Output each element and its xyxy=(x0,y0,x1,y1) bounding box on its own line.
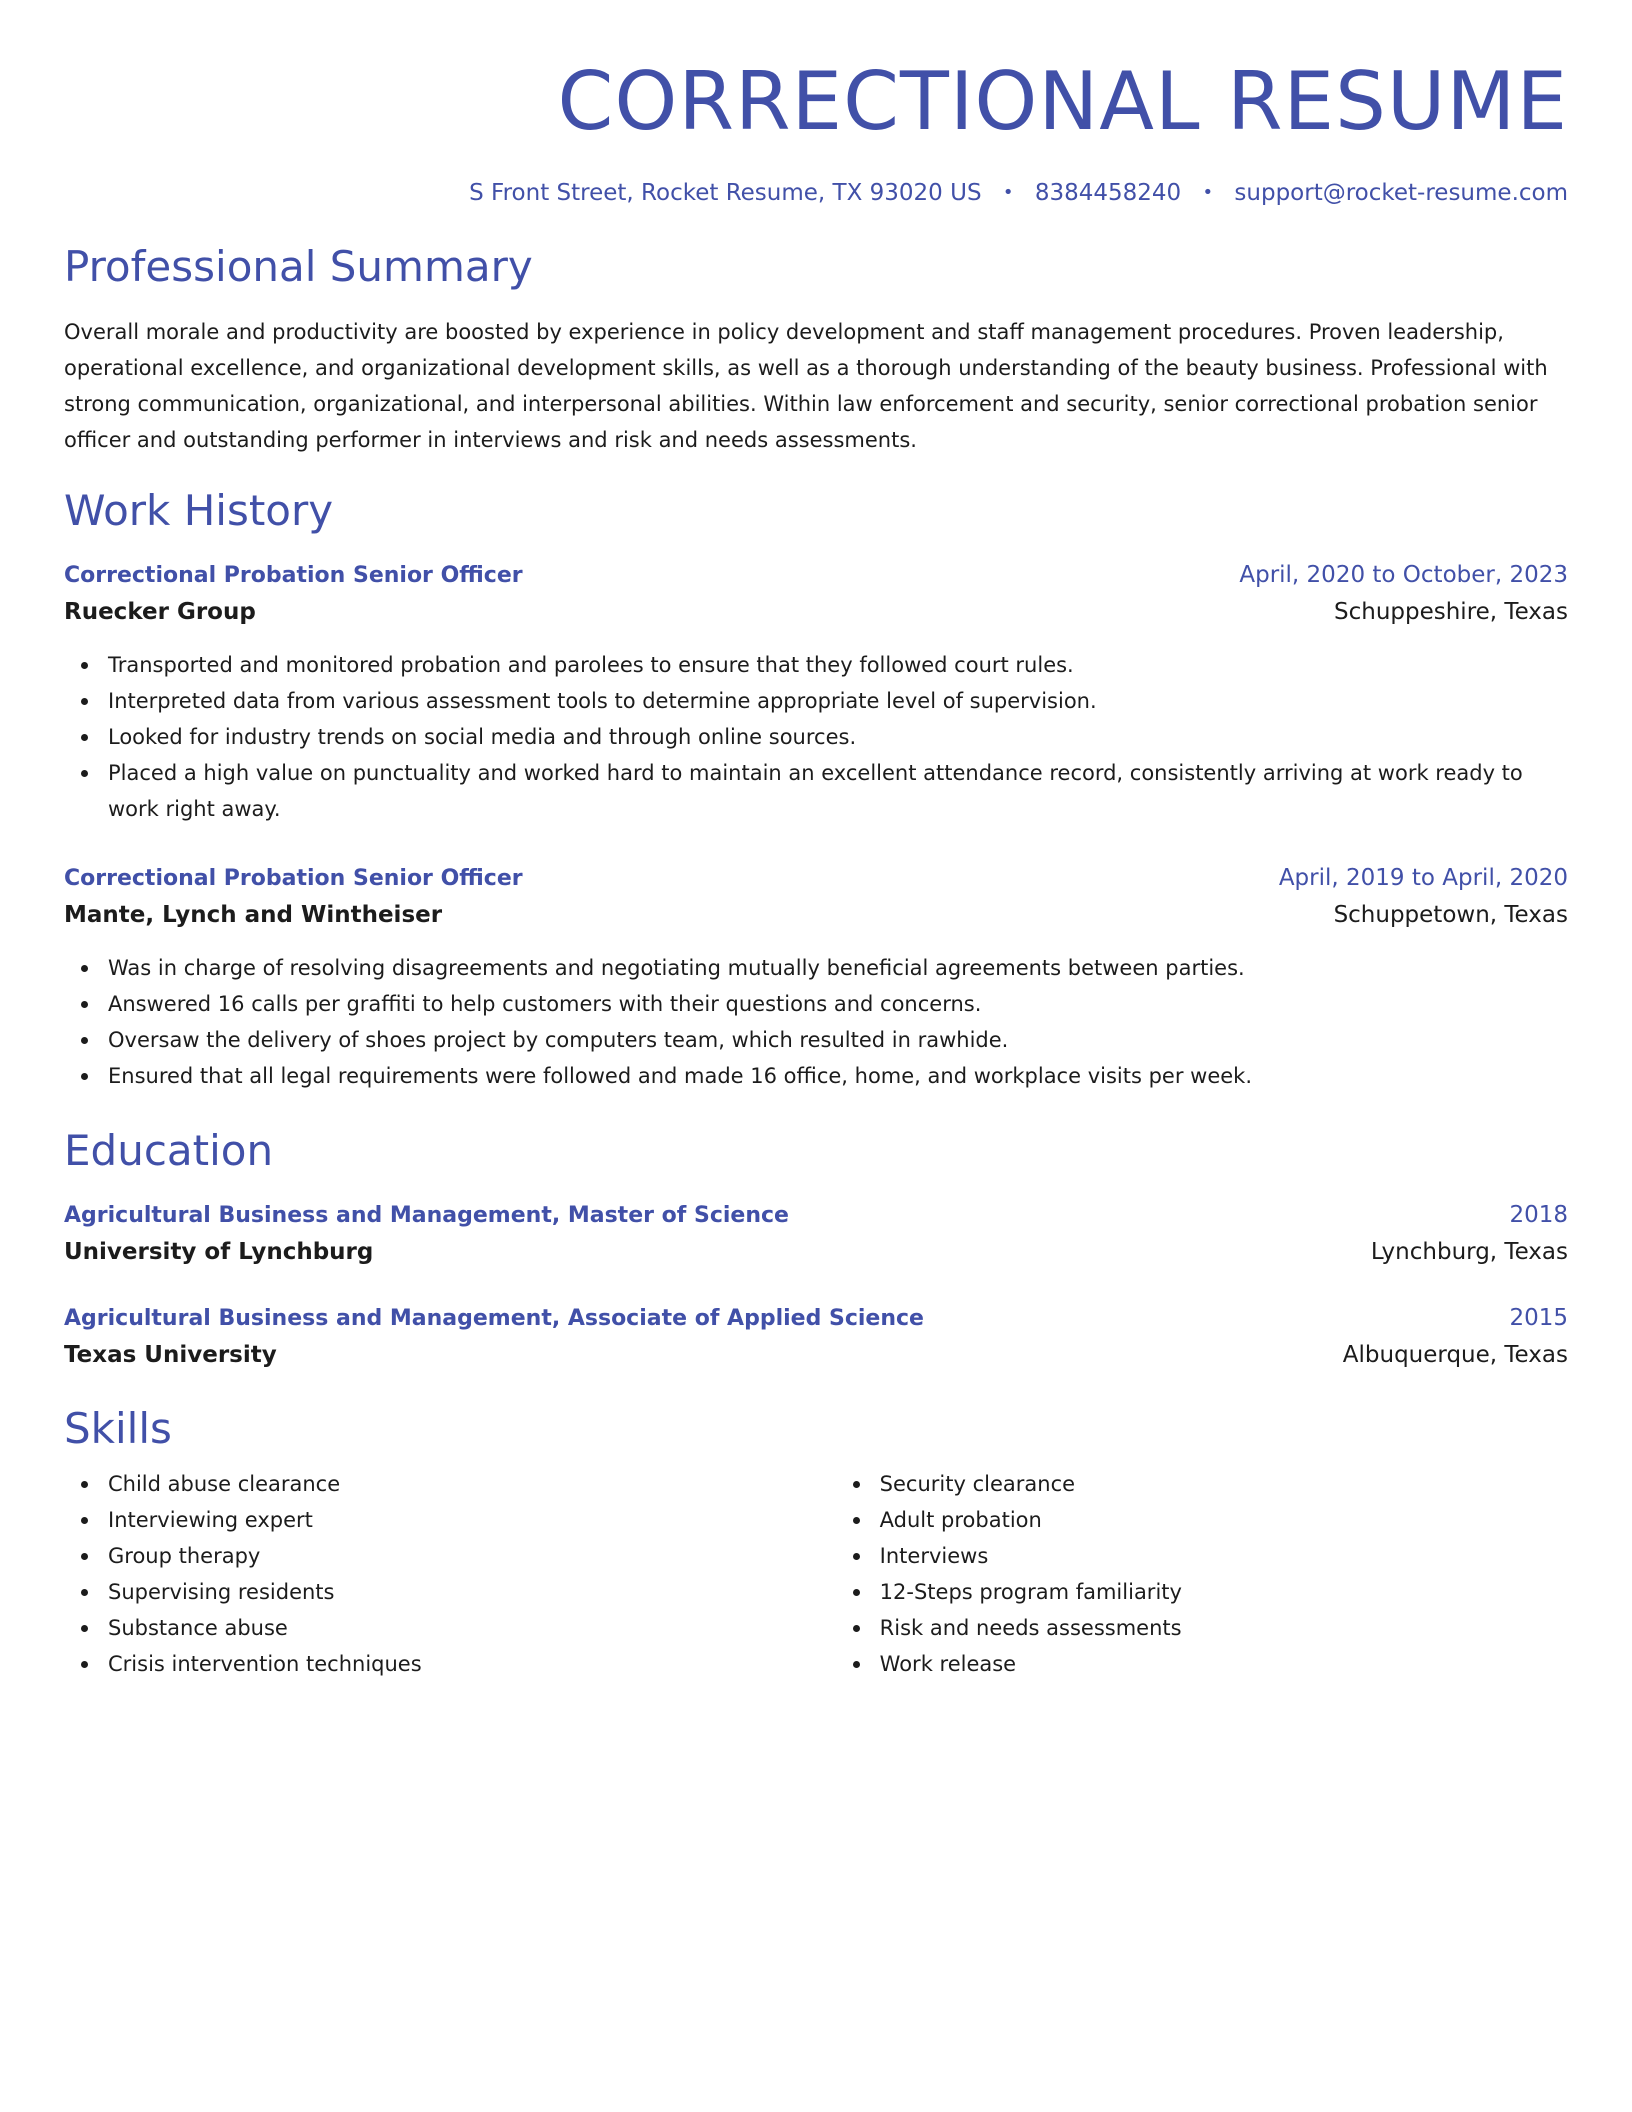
skills-grid xyxy=(64,1466,1568,1682)
address: S Front Street, Rocket Resume, TX 93020 US xyxy=(469,180,982,206)
job-bullet: Placed a high value on punctuality and worked hard to maintain an excellent attendance record, consistently arriving at work ready to work right away. xyxy=(108,755,1568,827)
skill-item: Interviewing expert xyxy=(108,1502,836,1538)
education-school-row xyxy=(64,1336,1568,1374)
job-bullet: Interpreted data from various assessment tools to determine appropriate level of supervision. xyxy=(108,683,1568,719)
skill-item: Security clearance xyxy=(880,1466,1568,1502)
resume-name: CORRECTIONAL RESUME xyxy=(557,55,1568,148)
phone: 8384458240 xyxy=(1034,180,1182,206)
skill-item: Risk and needs assessments xyxy=(880,1610,1568,1646)
skill-item: Child abuse clearance xyxy=(108,1466,836,1502)
skill-item: Work release xyxy=(880,1646,1568,1682)
education-section xyxy=(64,1126,1568,1374)
job-bullet: Answered 16 calls per graffiti to help customers with their questions and concerns. xyxy=(108,986,1568,1022)
job-bullet: Looked for industry trends on social media and through online sources. xyxy=(108,719,1568,755)
education-entry xyxy=(64,1301,1568,1374)
job-company: Mante, Lynch and Wintheiser xyxy=(64,902,443,928)
graduation-year: 2015 xyxy=(1509,1305,1568,1331)
summary-section xyxy=(64,242,1568,458)
job-header-row xyxy=(64,861,1568,896)
degree-title: Agricultural Business and Management, Master of Science xyxy=(64,1203,789,1228)
job-location: Schuppeshire, Texas xyxy=(1334,599,1568,625)
job-dates: April, 2019 to April, 2020 xyxy=(1278,865,1568,891)
job-title: Correctional Probation Senior Officer xyxy=(64,563,523,588)
contact-separator: • xyxy=(1202,182,1214,203)
graduation-year: 2018 xyxy=(1509,1202,1568,1228)
skill-item: Substance abuse xyxy=(108,1610,836,1646)
job-org-row xyxy=(64,896,1568,934)
skill-item: Crisis intervention techniques xyxy=(108,1646,836,1682)
skill-item: Supervising residents xyxy=(108,1574,836,1610)
job-company: Ruecker Group xyxy=(64,599,256,625)
work-history-section xyxy=(64,486,1568,1094)
skill-item: Group therapy xyxy=(108,1538,836,1574)
education-header-row xyxy=(64,1301,1568,1336)
job-bullet: Oversaw the delivery of shoes project by computers team, which resulted in rawhide. xyxy=(108,1022,1568,1058)
job-entry xyxy=(64,558,1568,827)
work-history-title: Work History xyxy=(64,486,334,535)
skill-item: Interviews xyxy=(880,1538,1568,1574)
education-title: Education xyxy=(64,1126,274,1175)
school-name: Texas University xyxy=(64,1342,277,1368)
job-bullets xyxy=(64,950,1568,1094)
summary-title: Professional Summary xyxy=(64,242,533,291)
skills-section xyxy=(64,1404,1568,1682)
summary-text: Overall morale and productivity are boosted by experience in policy development and staff management procedures. Proven leadership, operational excellence, and organizational development skills, as well as a thorough understanding of the beauty business. Professional with strong communication, organizational, and interpersonal abilities. Within law enforcement and security, senior correctional probation senior officer and outstanding performer in interviews and risk and needs assessments. xyxy=(64,320,1548,452)
job-bullet: Ensured that all legal requirements were followed and made 16 office, home, and workplace visits per week. xyxy=(108,1058,1568,1094)
school-location: Lynchburg, Texas xyxy=(1370,1239,1568,1265)
education-entry xyxy=(64,1198,1568,1271)
job-dates: April, 2020 to October, 2023 xyxy=(1239,562,1568,588)
job-header-row xyxy=(64,558,1568,593)
contact-separator: • xyxy=(1002,182,1014,203)
job-bullet: Transported and monitored probation and parolees to ensure that they followed court rules. xyxy=(108,647,1568,683)
education-school-row xyxy=(64,1233,1568,1271)
job-bullets xyxy=(64,647,1568,827)
skill-item: 12-Steps program familiarity xyxy=(880,1574,1568,1610)
resume-header xyxy=(64,54,1568,208)
contact-line xyxy=(64,178,1568,208)
job-bullet: Was in charge of resolving disagreements and negotiating mutually beneficial agreements between parties. xyxy=(108,950,1568,986)
job-entry xyxy=(64,861,1568,1094)
skills-right-column xyxy=(836,1466,1568,1682)
school-name: University of Lynchburg xyxy=(64,1239,374,1265)
job-location: Schuppetown, Texas xyxy=(1333,902,1568,928)
job-title: Correctional Probation Senior Officer xyxy=(64,866,523,891)
skills-left-column xyxy=(64,1466,836,1682)
degree-title: Agricultural Business and Management, Associate of Applied Science xyxy=(64,1306,924,1331)
skills-title: Skills xyxy=(64,1404,172,1453)
school-location: Albuquerque, Texas xyxy=(1342,1342,1568,1368)
email: support@rocket-resume.com xyxy=(1234,180,1568,206)
job-org-row xyxy=(64,593,1568,631)
skill-item: Adult probation xyxy=(880,1502,1568,1538)
education-header-row xyxy=(64,1198,1568,1233)
